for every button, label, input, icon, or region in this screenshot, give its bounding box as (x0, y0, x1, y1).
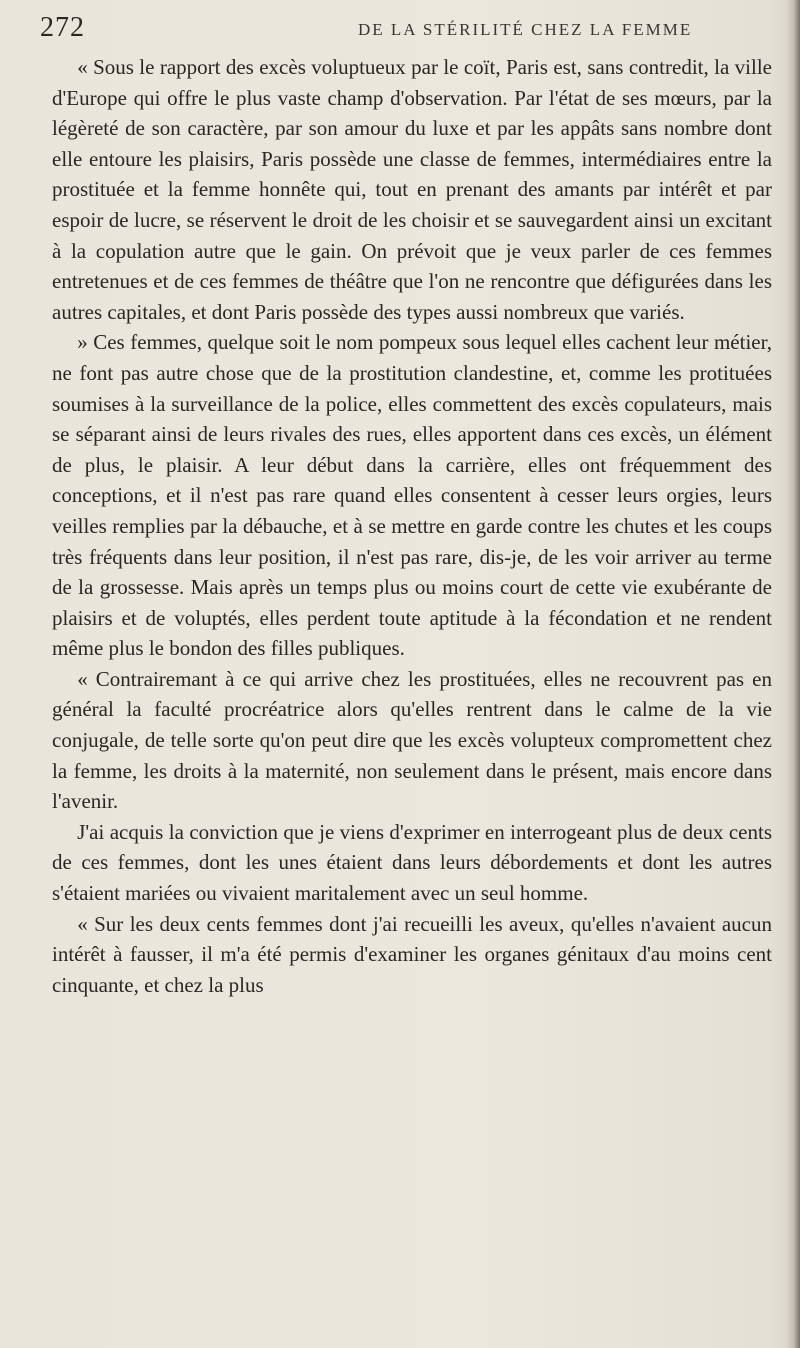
paragraph: J'ai acquis la conviction que je viens d'exprimer en interrogeant plus de deux cents de ces femmes, dont les unes étaient dans leurs débordements et dont les autres s'étaient mariées ou vivaient maritalement avec un seul homme. (52, 819, 772, 906)
paragraph: « Sur les deux cents femmes dont j'ai recueilli les aveux, qu'elles n'avaient aucun intérêt à fausser, il m'a été permis d'examiner les organes génitaux d'au moins cent cinquante, et chez la plus (52, 911, 772, 997)
paragraph: « Sous le rapport des excès voluptueux par le coït, Paris est, sans contredit, la ville d'Europe qui offre le plus vaste champ d'observation. Par l'état de ses mœurs, par la légèreté de son caractère, par son amour du luxe et par les appâts sans nombre dont elle entoure les plaisirs, Paris possède une classe de femmes, intermédiaires entre la prostituée et la femme honnête qui, tout en prenant des amants par intérêt et par espoir de lucre, se réservent le droit de les choisir et se sauvegardent ainsi un excitant à la copulation autre que le gain. On prévoit que je veux parler de ces femmes entretenues et de ces femmes de théâtre que l'on ne rencontre que défigurées dans les autres capitales, et dont Paris possède des types aussi nombreux que variés. (52, 55, 772, 324)
page-binding-edge (786, 0, 800, 1348)
paragraph: « Contrairemant à ce qui arrive chez les prostituées, elles ne recouvrent pas en général la faculté procréatrice alors qu'elles rentrent dans le calme de la vie conjugale, de telle sorte qu'on peut dire que les excès volupteux compromettent chez la femme, les droits à la maternité, non seulement dans le présent, mais encore dans l'avenir. (52, 666, 772, 814)
page-number: 272 (40, 12, 85, 43)
paragraph: » Ces femmes, quelque soit le nom pompeux sous lequel elles cachent leur métier, ne font pas autre chose que de la prostitution clandestine, et, comme les protituées soumises à la surveillance de la police, elles commettent des excès copulateurs, mais se séparant ainsi de leurs rivales des rues, elles apportent dans ces excès, un élément de plus, le plaisir. A leur début dans la carrière, elles ont fréquemment des conceptions, et il n'est pas rare quand elles consentent à cesser leurs orgies, leurs veilles remplies par la débauche, et à se mettre en garde contre les chutes et les coups très fréquents dans leur position, il n'est pas rare, dis-je, de les voir arriver au terme de la grossesse. Mais après un temps plus ou moins court de cette vie exubérante de plaisirs et de voluptés, elles perdent toute aptitude à la fécondation et ne rendent même plus le bondon des filles publiques. (52, 330, 772, 661)
page-header (40, 12, 760, 52)
body-text (52, 52, 772, 1000)
running-title: DE LA STÉRILITÉ CHEZ LA FEMME (358, 20, 693, 39)
